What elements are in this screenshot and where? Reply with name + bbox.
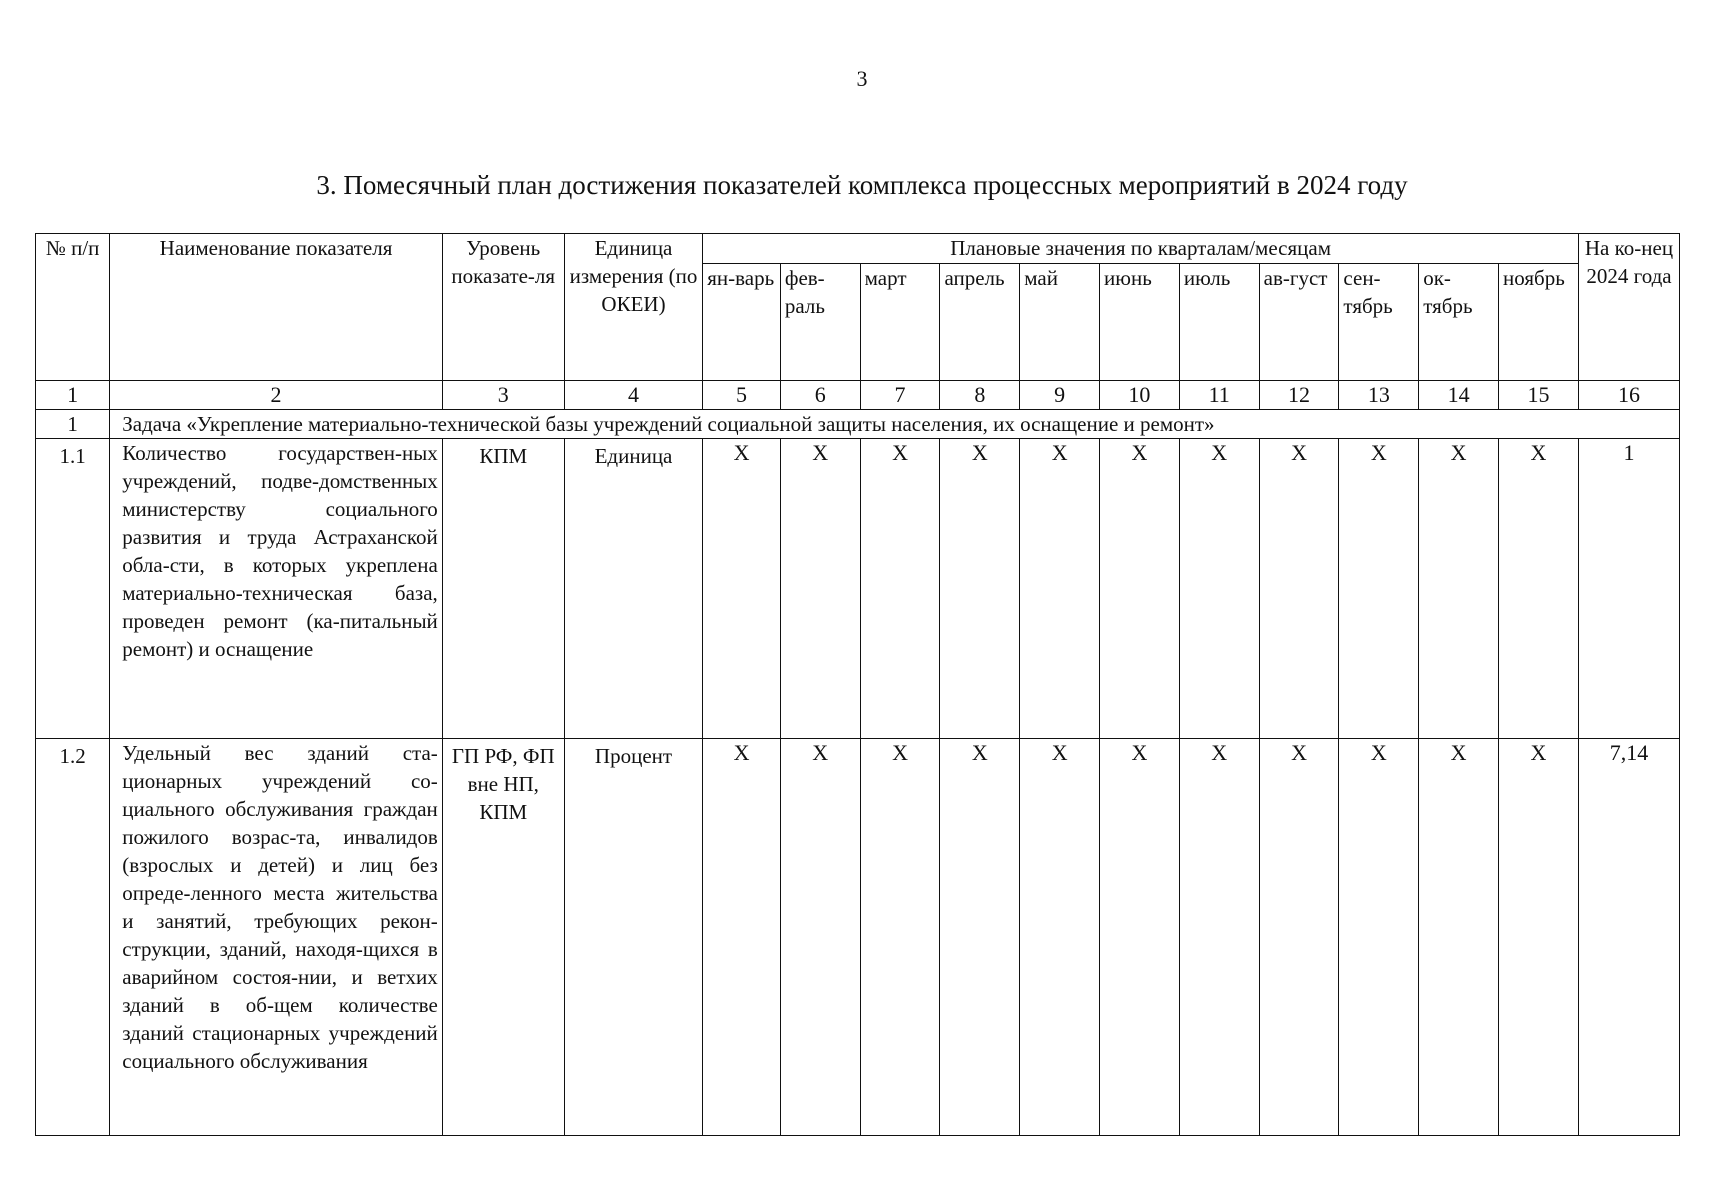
column-number: 16 bbox=[1578, 381, 1679, 410]
row-month-value: X bbox=[940, 439, 1020, 739]
row-month-value: X bbox=[703, 739, 781, 1136]
row-month-value: X bbox=[1179, 439, 1259, 739]
header-month: фев-раль bbox=[780, 264, 860, 381]
column-number: 13 bbox=[1339, 381, 1419, 410]
row-unit: Единица bbox=[564, 439, 703, 739]
row-indicator-name: Удельный вес зданий ста-ционарных учреждений со-циального обслуживания граждан пожилого возрас-та, инвалидов (взрослых и детей) и лиц без опреде-ленного места жительства и занятий, требующих рекон-струкции, зданий, находя-щихся в аварийном состоя-нии, и ветхих зданий в об-щем количестве зданий стационарных учреждений социального обслуживания bbox=[110, 739, 443, 1136]
column-number: 10 bbox=[1100, 381, 1180, 410]
column-number: 12 bbox=[1259, 381, 1339, 410]
column-number: 1 bbox=[36, 381, 110, 410]
task-text: Задача «Укрепление материально-технической базы учреждений социальной защиты населения, их оснащение и ремонт» bbox=[110, 410, 1680, 439]
row-month-value: X bbox=[780, 439, 860, 739]
column-number: 14 bbox=[1419, 381, 1499, 410]
row-end-value: 1 bbox=[1578, 439, 1679, 739]
row-month-value: X bbox=[940, 739, 1020, 1136]
column-number: 7 bbox=[860, 381, 940, 410]
row-month-value: X bbox=[703, 439, 781, 739]
header-month: июнь bbox=[1100, 264, 1180, 381]
header-planned-values: Плановые значения по кварталам/месяцам bbox=[703, 234, 1579, 264]
row-month-value: X bbox=[1419, 739, 1499, 1136]
column-number: 4 bbox=[564, 381, 703, 410]
row-month-value: X bbox=[860, 439, 940, 739]
column-number: 2 bbox=[110, 381, 443, 410]
row-month-value: X bbox=[1100, 439, 1180, 739]
task-num: 1 bbox=[36, 410, 110, 439]
row-indicator-name: Количество государствен-ных учреждений, подве-домственных министерству социального развития и труда Астраханской обла-сти, в которых укреплена материально-техническая база, проведен ремонт (ка-питальный ремонт) и оснащение bbox=[110, 439, 443, 739]
row-month-value: X bbox=[1020, 439, 1100, 739]
document-title: 3. Помесячный план достижения показателей комплекса процессных мероприятий в 2024 году bbox=[316, 170, 1408, 200]
row-unit: Процент bbox=[564, 739, 703, 1136]
header-level: Уровень показате-ля bbox=[442, 234, 564, 381]
task-row bbox=[36, 410, 1680, 439]
header-num: № п/п bbox=[36, 234, 110, 381]
column-number: 6 bbox=[780, 381, 860, 410]
row-month-value: X bbox=[860, 739, 940, 1136]
row-level: КПМ bbox=[442, 439, 564, 739]
header-month: март bbox=[860, 264, 940, 381]
row-month-value: X bbox=[1419, 439, 1499, 739]
header-month: апрель bbox=[940, 264, 1020, 381]
column-number: 3 bbox=[442, 381, 564, 410]
table-row bbox=[36, 739, 1680, 1136]
row-month-value: X bbox=[1499, 739, 1579, 1136]
row-month-value: X bbox=[1339, 739, 1419, 1136]
row-month-value: X bbox=[1259, 439, 1339, 739]
row-month-value: X bbox=[1100, 739, 1180, 1136]
indicator-plan-table bbox=[35, 233, 1680, 1136]
row-month-value: X bbox=[1020, 739, 1100, 1136]
header-end-of-year: На ко-нец 2024 года bbox=[1578, 234, 1679, 381]
row-month-value: X bbox=[1179, 739, 1259, 1136]
row-month-value: X bbox=[1259, 739, 1339, 1136]
row-num: 1.1 bbox=[36, 439, 110, 739]
header-month: ок-тябрь bbox=[1419, 264, 1499, 381]
column-number: 15 bbox=[1499, 381, 1579, 410]
header-month: ноябрь bbox=[1499, 264, 1579, 381]
column-numbers-row bbox=[36, 381, 1680, 410]
table-row bbox=[36, 439, 1680, 739]
header-row bbox=[36, 234, 1680, 264]
row-num: 1.2 bbox=[36, 739, 110, 1136]
header-unit: Единица измерения (по ОКЕИ) bbox=[564, 234, 703, 381]
header-name: Наименование показателя bbox=[110, 234, 443, 381]
header-month: ян-варь bbox=[703, 264, 781, 381]
column-number: 5 bbox=[703, 381, 781, 410]
page-number: 3 bbox=[856, 66, 868, 91]
header-month: ав-густ bbox=[1259, 264, 1339, 381]
row-month-value: X bbox=[780, 739, 860, 1136]
row-month-value: X bbox=[1499, 439, 1579, 739]
column-number: 8 bbox=[940, 381, 1020, 410]
header-month: сен-тябрь bbox=[1339, 264, 1419, 381]
row-month-value: X bbox=[1339, 439, 1419, 739]
column-number: 9 bbox=[1020, 381, 1100, 410]
header-month: июль bbox=[1179, 264, 1259, 381]
row-end-value: 7,14 bbox=[1578, 739, 1679, 1136]
header-month: май bbox=[1020, 264, 1100, 381]
row-level: ГП РФ, ФП вне НП, КПМ bbox=[442, 739, 564, 1136]
column-number: 11 bbox=[1179, 381, 1259, 410]
